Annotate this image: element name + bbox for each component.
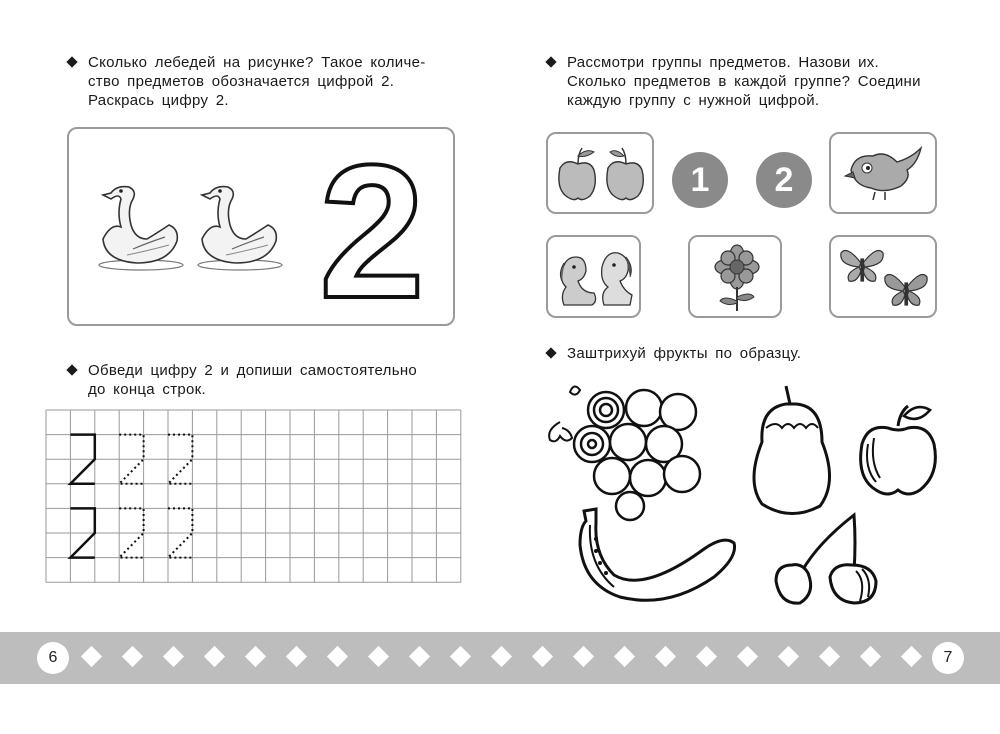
task-line: Рассмотри группы предметов. Назови их. (567, 54, 880, 71)
task-count-swans (88, 53, 426, 110)
page-number-left: 6 (37, 642, 69, 674)
task-line: до конца строк. (88, 381, 207, 398)
task-shade-fruits (567, 344, 801, 363)
group-card-butterflies (829, 235, 937, 318)
apple-icon (552, 144, 650, 204)
butterfly-icon (839, 243, 931, 313)
digit-circle-two: 2 (756, 152, 812, 208)
diamond-bullet-icon (66, 56, 77, 67)
digit-circle-one: 1 (672, 152, 728, 208)
group-card-apples (546, 132, 654, 214)
bird-icon (845, 144, 925, 204)
diamond-bullet-icon (545, 56, 556, 67)
big-digit: 2 (319, 126, 425, 338)
task-line: ство предметов обозначается цифрой 2. (88, 73, 395, 90)
task-line: Раскрась цифру 2. (88, 92, 229, 109)
diamond-bullet-icon (66, 364, 77, 375)
group-card-flower (688, 235, 782, 318)
diamond-bullet-icon (545, 347, 556, 358)
task-line: Сколько предметов в каждой группе? Соедини (567, 73, 921, 90)
task-line: каждую группу с нужной цифрой. (567, 92, 820, 109)
flower-icon (706, 243, 768, 313)
banana-icon (574, 505, 740, 605)
writing-grid (46, 410, 462, 590)
swan-icon (196, 179, 286, 274)
task-trace-digit (88, 361, 417, 399)
task-line: Заштрихуй фрукты по образцу. (567, 345, 802, 362)
apple-icon (854, 402, 944, 498)
cherries-icon (772, 513, 882, 609)
group-card-dogs (546, 235, 641, 318)
swans-card (67, 126, 455, 338)
digit-two-outline (317, 126, 427, 338)
page-number-right: 7 (932, 642, 964, 674)
group-card-bird (829, 132, 937, 214)
pear-icon (746, 382, 838, 520)
grapes-icon (540, 382, 730, 522)
swan-icon (97, 179, 187, 274)
dog-icon (554, 243, 636, 313)
task-line: Обведи цифру 2 и допиши самостоятельно (88, 362, 418, 379)
task-count-groups (567, 53, 921, 110)
task-line: Сколько лебедей на рисунке? Такое количе- (88, 54, 426, 71)
